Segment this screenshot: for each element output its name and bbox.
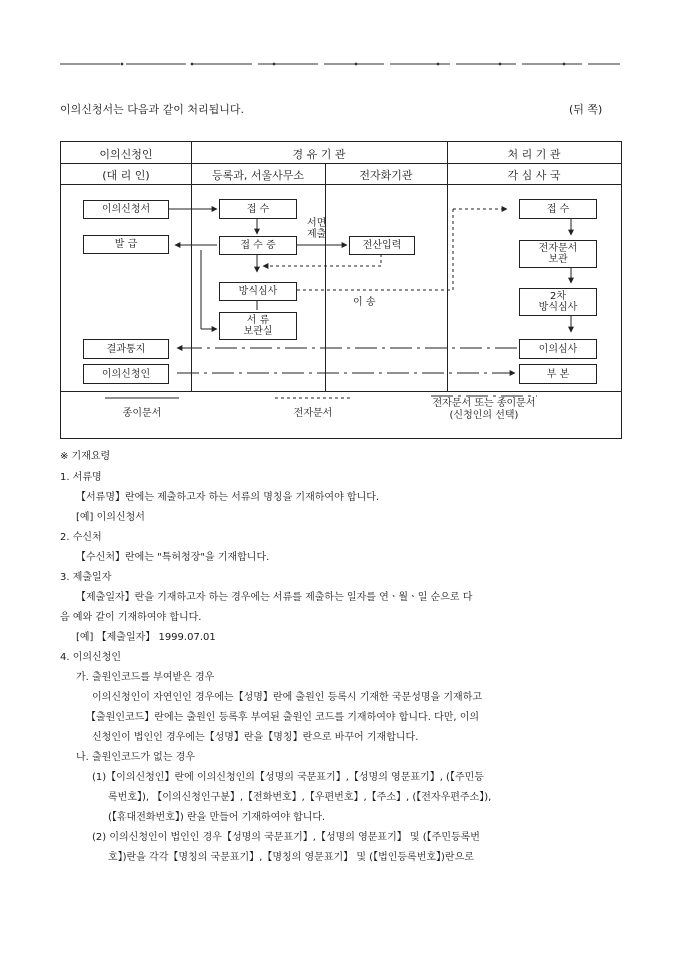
document-storage-line2: 보관실 (243, 326, 273, 337)
section-4b1-line2: 록번호】), 【이의신청인구분】,【전화번호】,【우편번호】,【주소】, (【전자우편주소】), (108, 792, 492, 803)
receipt-box: 접 수 증 (219, 236, 297, 255)
receive-box: 접 수 (219, 199, 297, 219)
intro-text: 이의신청서는 다음과 같이 처리됩니다. (60, 103, 245, 116)
section-4b1-line3: (【휴대전화번호】) 란을 만들어 기재하여야 합니다. (108, 812, 326, 823)
section-4a-title: 가. 출원인코드를 부여받은 경우 (76, 672, 215, 683)
edoc-storage-box (519, 240, 597, 268)
section-4b1-line1: (1)【이의신청인】란에 이의신청인의【성명의 국문표기】,【성명의 영문표기】, (【주민등 (92, 772, 484, 783)
column-processing-sub: 각 심 사 국 (507, 169, 561, 182)
section-3-example: [예] 【제출일자】 1999.07.01 (76, 632, 216, 643)
column-applicant: 이의신청인 (99, 148, 153, 161)
section-4b2-line2: 호】)란을 각각【명칭의 국문표기】,【명칭의 영문표기】 및 (【법인등록번호】)란으로 (108, 852, 474, 863)
written-label-1: 서면 (307, 218, 327, 229)
format-review-box: 방식심사 (219, 282, 297, 301)
transfer-label: 이 송 (353, 297, 376, 308)
column-via-agency: 경 유 기 관 (292, 148, 346, 161)
written-label-2: 제출 (307, 229, 327, 240)
section-2-body: 【수신처】란에는 "특허청장"을 기재합니다. (76, 552, 270, 563)
section-1-body: 【서류명】란에는 제출하고자 하는 서류의 명칭을 기재하여야 합니다. (76, 492, 380, 503)
section-1-example: [예] 이의신청서 (76, 512, 145, 523)
section-3-title: 3. 제출일자 (60, 572, 112, 583)
legend-either-2: (신청인의 선택) (449, 410, 519, 421)
section-4b2-line1: (2) 이의신청인이 법인인 경우【성명의 국문표기】,【성명의 영문표기】 및 (【주민등록번 (92, 832, 480, 843)
objection-applicant-box: 이의신청인 (83, 364, 169, 384)
legend-paper: 종이문서 (122, 408, 162, 419)
second-review-line2: 방식심사 (538, 302, 578, 313)
section-4a-body-3: 신청인이 법인인 경우에는【성명】란을【명칭】란으로 바꾸어 기재합니다. (92, 732, 419, 743)
second-review-line1: 2차 (549, 291, 567, 302)
section-3-body-1: 【제출일자】란을 기재하고자 하는 경우에는 서류를 제출하는 일자를 연ㆍ월ㆍ일 순으로 다 (76, 592, 473, 603)
copy-box: 부 본 (519, 364, 597, 384)
legend-either-1: 전자문서 또는 종이문서 (432, 398, 536, 409)
processing-receive-box: 접 수 (519, 199, 597, 219)
column-via-registry: 등록과, 서울사무소 (211, 169, 304, 182)
edoc-storage-line2: 보관 (548, 254, 568, 265)
process-flow-diagram (60, 141, 622, 439)
instructions-heading: ※ 기재요령 (60, 451, 111, 462)
section-1-title: 1. 서류명 (60, 472, 102, 483)
section-4a-body-1: 이의신청인이 자연인인 경우에는【성명】란에 출원인 등록시 기재한 국문성명을 기재하고 (92, 692, 483, 703)
second-review-box (519, 288, 597, 316)
document-storage-line1: 서 류 (246, 315, 270, 326)
top-separator (60, 60, 620, 68)
document-storage-box (219, 312, 297, 340)
section-3-body-2: 음 예와 같이 기재하여야 합니다. (60, 612, 202, 623)
edoc-storage-line1: 전자문서 (538, 243, 578, 254)
data-input-box: 전산입력 (349, 236, 415, 255)
result-notice-box: 결과통지 (83, 339, 169, 359)
submit-objection-box: 이의신청서 (83, 200, 169, 219)
column-via-digitization: 전자화기관 (359, 169, 413, 182)
legend-electronic: 전자문서 (293, 408, 333, 419)
section-4b-title: 나. 출원인코드가 없는 경우 (76, 752, 195, 763)
objection-review-box: 이의심사 (519, 339, 597, 359)
column-applicant-sub: (대 리 인) (102, 169, 150, 182)
page-side-label: (뒤 쪽) (569, 103, 603, 116)
issue-box: 발 급 (83, 235, 169, 254)
section-4-title: 4. 이의신청인 (60, 652, 122, 663)
column-processing-agency: 처 리 기 관 (507, 148, 561, 161)
section-4a-body-2: 【출원인코드】란에는 출원인 등록후 부여된 출원인 코드를 기재하여야 합니다. 다만, 이의 (86, 712, 480, 723)
section-2-title: 2. 수신처 (60, 532, 102, 543)
